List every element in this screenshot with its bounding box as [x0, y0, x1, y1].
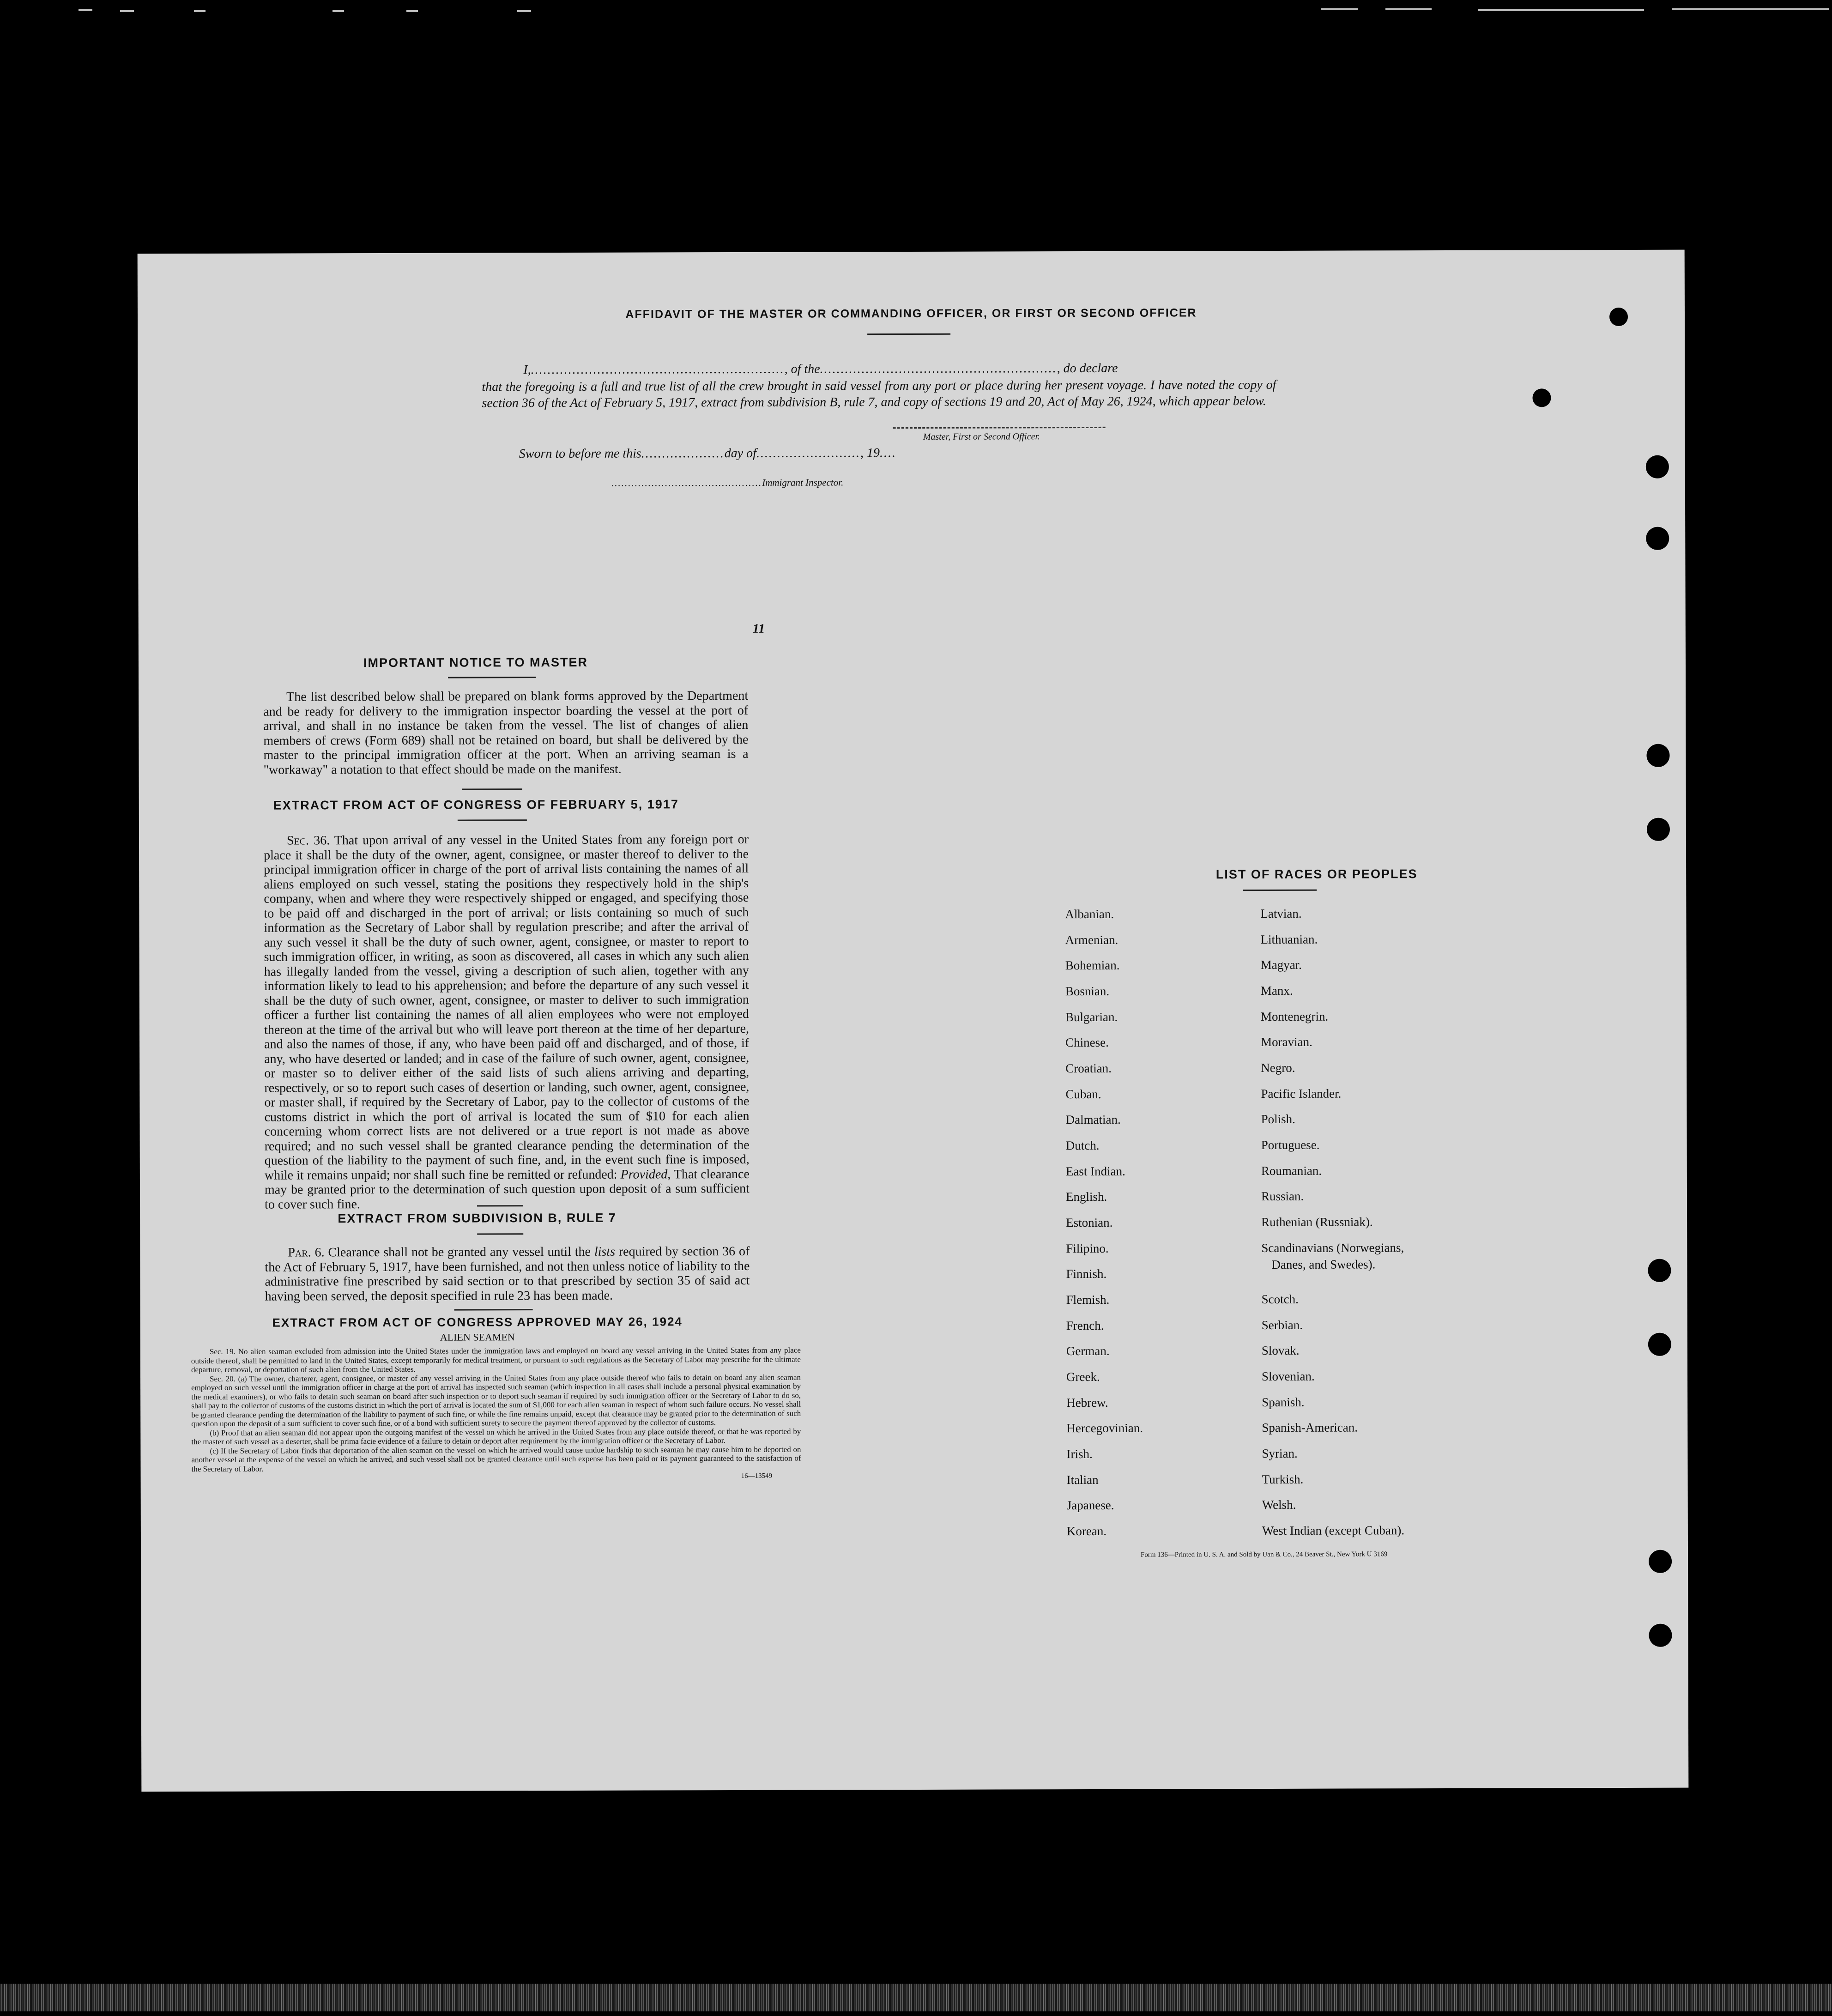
sec-36-tail: That clearance may be granted prior to the determination of such question upon deposit of a sum sufficient to cover such fine. — [264, 1167, 750, 1212]
race-right-item: Polish. — [1261, 1112, 1295, 1126]
lists-label: lists — [594, 1244, 615, 1259]
par-6-label: Par. 6. — [288, 1245, 325, 1260]
race-left-item: Hercegovinian. — [1066, 1421, 1143, 1435]
race-right-item: Slovenian. — [1261, 1369, 1315, 1384]
divider — [867, 333, 950, 335]
handwritten-mark: 11 — [752, 621, 765, 636]
race-right-item: Ruthenian (Russniak). — [1261, 1215, 1373, 1229]
punch-hole — [1646, 527, 1669, 550]
divider — [477, 1233, 523, 1235]
act-1924-text — [191, 1346, 801, 1473]
punch-hole — [1646, 744, 1669, 767]
races-title: LIST OF RACES OR PEOPLES — [1215, 867, 1418, 882]
form-code: 16—13549 — [741, 1472, 773, 1480]
notice-text: The list described below shall be prepared on blank forms approved by the Department and be ready for delivery to the immigration inspector boarding the vessel at the port of arrival, and shall in no instance be taken from the vessel. The list of changes of alien members of crews (Form 689) shall not be retained on board, but shall be delivered by the master to the principal immigration officer at the port. When an arriving seaman is a "workaway" a notation to that effect should be made on the manifest. — [263, 688, 749, 777]
sec-36-body: That upon arrival of any vessel in the United States from any foreign port or place it shall be the duty of the owner, agent, consignee, or master thereof to deliver to the principal immigration officer in charge of the port of arrival lists containing the names of all aliens employed on such vessel, stating the positions they respectively hold in the ship's company, when and where they were respectively shipped or engaged, and specifying those to be paid off and discharged in the port of arrival; or lists containing so much of such information as the Secretary of Labor shall by regulation prescribe; and after the arrival of any such vessel it shall be the duty of such owner, agent, consignee, or master to report to such immigration officer, in writing, as soon as discovered, all cases in which any such alien has illegally landed from the vessel, giving a description of such alien, together with any information likely to lead to his apprehension; and before the departure of any such vessel it shall be the duty of such owner, agent, consignee, or master to deliver to such immigration officer a further list containing the names of all alien employees who were not employed thereon at the time of the arrival but who will leave port thereon at the time of her departure, and also the names of those, if any, who have been paid off and discharged, and of those, if any, who have deserted or landed; and in case of the failure of such owner, agent, consignee, or master so to deliver either of the said lists of such aliens arriving and departing, respectively, or so to report such cases of desertion or landing, such owner, agent, consignee, or master shall, if required by the Secretary of Labor, pay to the collector of customs of the customs district in which the port of arrival is located the sum of $10 for each alien concerning whom correct lists are not delivered or a true report is not made as above required; and no such vessel shall be granted clearance pending the determination of the question of the liability to the payment of such fine, and, in the event such fine is imposed, while it remains unpaid; nor shall such fine be remitted or refunded: — [264, 832, 750, 1183]
affidavit-body: that the foregoing is a full and true list of all the crew brought in said vessel from any port or place during her present voyage. I have noted the copy of section 36 of the Act of February 5, 1917, extract from subdivision B, rule 7, and copy of sections 19 and 20, Act of May 26, 1924, which appear below. — [482, 377, 1276, 411]
race-right-item: Manx. — [1260, 983, 1293, 998]
sec-19-text: Sec. 19. No alien seaman excluded from admission into the United States under the immigration laws and employed on board any vessel arriving in the United States from any place outside thereof, shall be permitted to land in the United States, except temporarily for medical treatment, or pursuant to such regulations as the Secretary of Labor may prescribe for the ultimate departure, removal, or deportation of such alien from the United States. — [191, 1345, 801, 1374]
race-left-item: Dalmatian. — [1065, 1112, 1121, 1127]
rule-7-text — [265, 1244, 750, 1304]
race-left-item: English. — [1065, 1189, 1107, 1204]
divider — [1243, 890, 1317, 891]
race-left-item: Armenian. — [1065, 932, 1119, 947]
divider — [448, 677, 536, 678]
of-the-label: , of the — [784, 362, 820, 376]
race-left-item: Cuban. — [1065, 1087, 1101, 1102]
race-right-item: Latvian. — [1260, 906, 1302, 921]
race-right-item: Spanish. — [1262, 1395, 1305, 1410]
affidavit-title: AFFIDAVIT OF THE MASTER OR COMMANDING OFFICER, OR FIRST OR SECOND OFFICER — [625, 306, 1197, 321]
act-1917-text — [264, 832, 750, 1212]
race-right-item: Moravian. — [1261, 1035, 1312, 1049]
race-left-item: Finnish. — [1066, 1266, 1107, 1281]
sworn-label: Sworn to before me this — [519, 446, 641, 461]
sworn-day-blank: .................... — [641, 446, 725, 461]
divider — [462, 788, 522, 790]
race-right-item: Pacific Islander. — [1261, 1086, 1342, 1101]
race-right-item: Scotch. — [1261, 1292, 1299, 1307]
master-signature-line — [893, 427, 1106, 429]
race-right-item: Spanish-American. — [1262, 1420, 1358, 1435]
day-of-label: day of — [724, 446, 756, 461]
race-right-item: Slovak. — [1261, 1343, 1300, 1358]
race-right-item: Turkish. — [1262, 1472, 1304, 1487]
race-left-item: Albanian. — [1065, 907, 1114, 921]
race-left-item: Bosnian. — [1065, 984, 1110, 999]
race-left-item: East Indian. — [1065, 1164, 1125, 1179]
sec-36-label: Sec. 36. — [286, 833, 330, 848]
punch-hole — [1532, 388, 1551, 407]
film-edge-noise — [0, 0, 1832, 18]
race-left-item: German. — [1066, 1344, 1110, 1358]
par-6-body-b: required by section 36 of the Act of February 5, 1917, have been furnished, and not then unless notice of liability to the administrative fine prescribed by said section or to that prescribed by section 35 of said act having been served, the deposit specified in rule 23 has been made. — [265, 1244, 750, 1304]
punch-hole — [1646, 455, 1669, 478]
divider — [458, 819, 527, 821]
race-right-item: Danes, and Swedes). — [1271, 1257, 1376, 1271]
inspector-signature-blank: ............................................. — [611, 477, 762, 489]
inspector-label: Immigrant Inspector. — [762, 477, 844, 488]
punch-hole — [1609, 308, 1628, 326]
act-1924-title: EXTRACT FROM ACT OF CONGRESS APPROVED MAY 26, 1924 — [272, 1314, 683, 1330]
race-left-item: Flemish. — [1066, 1292, 1110, 1307]
race-right-item: Serbian. — [1261, 1318, 1303, 1332]
punch-hole — [1649, 1550, 1672, 1573]
race-left-item: Bohemian. — [1065, 958, 1120, 973]
inspector-line — [611, 477, 843, 489]
punch-hole — [1649, 1624, 1672, 1647]
race-left-item: Japanese. — [1066, 1498, 1114, 1513]
sworn-year-blank: .... — [879, 446, 896, 460]
document-page — [138, 250, 1689, 1792]
race-left-item: Chinese. — [1065, 1035, 1109, 1050]
race-left-item: Bulgarian. — [1065, 1010, 1118, 1024]
act-1924-subtitle: ALIEN SEAMEN — [440, 1331, 515, 1343]
race-left-item: Greek. — [1066, 1369, 1100, 1384]
rule-7-title: EXTRACT FROM SUBDIVISION B, RULE 7 — [338, 1211, 617, 1226]
sworn-line — [519, 445, 1027, 461]
affidavit-i-label: I, — [523, 363, 531, 377]
race-left-item: Croatian. — [1065, 1061, 1112, 1076]
film-edge-strip — [0, 1984, 1832, 2011]
race-right-item: Lithuanian. — [1260, 932, 1318, 947]
provided-label: Provided, — [620, 1167, 671, 1182]
race-left-item: Irish. — [1066, 1447, 1093, 1461]
notice-title: IMPORTANT NOTICE TO MASTER — [363, 655, 588, 670]
punch-hole — [1647, 818, 1670, 841]
race-right-item: Welsh. — [1262, 1497, 1296, 1512]
race-left-item: Korean. — [1066, 1524, 1107, 1538]
declare-label: , do declare — [1057, 361, 1118, 376]
divider — [454, 1309, 533, 1310]
race-left-item: Estonian. — [1066, 1215, 1113, 1230]
sec-20b-text: (b) Proof that an alien seaman did not appear upon the outgoing manifest of the vessel on which he arrived in the United States from any place outside thereof, or that he was reported by the master of such vessel as a deserter, shall be prima facie evidence of a failure to detain or deport after requirement by the immigration officer or the Secretary of Labor. — [191, 1427, 801, 1447]
race-left-item: French. — [1066, 1318, 1104, 1333]
year-label: , 19 — [860, 446, 880, 460]
affidavit-declaration-line — [523, 361, 1276, 377]
sworn-month-blank: ......................... — [756, 446, 860, 460]
divider — [477, 1205, 523, 1206]
printer-footer: Form 136—Printed in U. S. A. and Sold by Uan & Co., 24 Beaver St., New York U 3169 — [1141, 1550, 1388, 1559]
race-right-item: Negro. — [1261, 1060, 1295, 1075]
race-right-item: Syrian. — [1262, 1446, 1298, 1461]
master-signature-label: Master, First or Second Officer. — [923, 431, 1040, 442]
par-6-body-a: Clearance shall not be granted any vessel until the — [328, 1244, 591, 1260]
race-left-item: Dutch. — [1065, 1138, 1100, 1153]
punch-hole — [1648, 1333, 1671, 1356]
race-right-item: Montenegrin. — [1260, 1009, 1329, 1024]
race-right-item: Roumanian. — [1261, 1163, 1322, 1178]
race-left-item: Filipino. — [1066, 1241, 1109, 1256]
race-right-item: Magyar. — [1260, 957, 1302, 972]
race-right-item: Russian. — [1261, 1189, 1304, 1204]
race-left-item: Italian — [1066, 1472, 1099, 1487]
sec-20a-text: Sec. 20. (a) The owner, charterer, agent, consignee, or master of any vessel arriving in the United States from any place outside thereof who fails to detain on board any alien seaman employed on such vessel until the immigration officer in charge at the port of arrival has inspected such seaman (which inspection in all cases shall include a personal physical examination by the medical examiners), or who fails to detain such seaman on board after such inspection or to deport such seaman if required by such immigration officer or the Secretary of Labor to do so, shall pay to the collector of customs of the customs district in which the port of arrival is located the sum of $1,000 for each alien seaman in respect of whom such failure occurs. No vessel shall be granted clearance pending the determination of the liability to payment of such fine, or while the fine remains unpaid, except that clearance may be granted prior to the determination of such question upon the deposit of a sum sufficient to cover such fine, or of a bond with sufficient surety to secure the payment thereof approved by the collector of customs. — [191, 1373, 801, 1429]
race-right-item: Portuguese. — [1261, 1138, 1320, 1152]
act-1917-title: EXTRACT FROM ACT OF CONGRESS OF FEBRUARY 5, 1917 — [273, 797, 679, 812]
master-name-blank: ............................................................. — [531, 362, 785, 377]
race-left-item: Hebrew. — [1066, 1395, 1108, 1410]
vessel-name-blank: ......................................................... — [820, 361, 1057, 376]
sec-20c-text: (c) If the Secretary of Labor finds that deportation of the alien seaman on the vessel on which he arrived would cause undue hardship to such seaman he may cause him to be deported on another vessel at the expense of the vessel on which he arrived, and such vessel shall not be granted clearance until such expense has been paid or its payment guaranteed to the satisfaction of the Secretary of Labor. — [191, 1445, 801, 1473]
race-right-item: Scandinavians (Norwegians, — [1261, 1241, 1404, 1255]
race-right-item: West Indian (except Cuban). — [1262, 1523, 1405, 1538]
punch-hole — [1648, 1259, 1671, 1282]
